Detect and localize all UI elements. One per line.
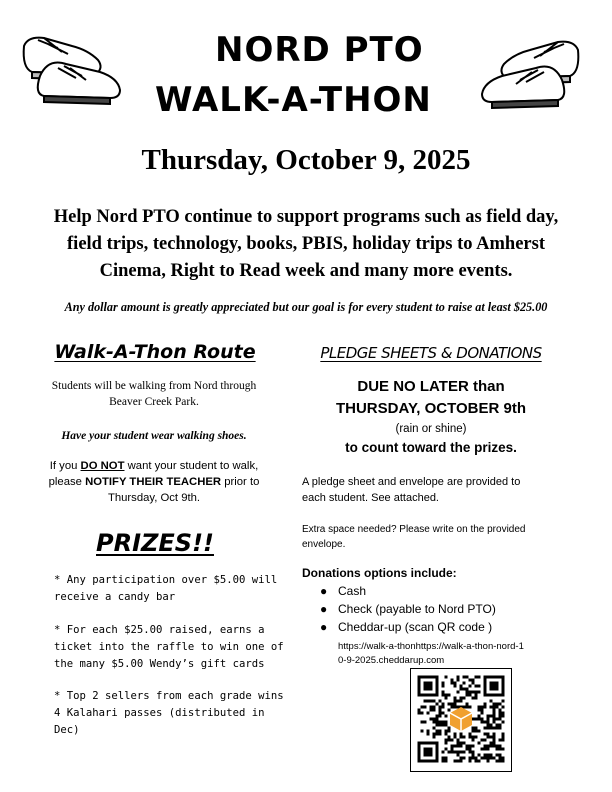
- url-line: 0-9-2025.cheddarup.com: [338, 655, 445, 666]
- shoes-note: Have your student wear walking shoes.: [61, 430, 247, 442]
- prize-line: * Any participation over $5.00 will: [54, 574, 278, 586]
- due-line-1: DUE NO LATER than: [357, 378, 505, 395]
- pledge-line: A pledge sheet and envelope are provided to: [302, 476, 521, 488]
- route-line: Beaver Creek Park.: [109, 396, 199, 408]
- pledge-heading: PLEDGE SHEETS & DONATIONS: [320, 344, 542, 362]
- intro-paragraph: [20, 204, 592, 285]
- donation-options-list: [302, 582, 572, 636]
- goal-text: Any dollar amount is greatly appreciated but our goal is for every student to raise at least $25.00: [64, 300, 548, 314]
- donation-options-heading: Donations options include:: [302, 566, 457, 580]
- notify-line: [24, 474, 284, 490]
- title-line-2: WALK-A-THON: [155, 80, 432, 120]
- event-date: Thursday, October 9, 2025: [141, 144, 471, 176]
- due-line-2: THURSDAY, OCTOBER 9th: [335, 400, 527, 417]
- prize-item-1: [54, 572, 284, 606]
- pledge-line: each student. See attached.: [302, 492, 439, 504]
- prize-line: * For each $25.00 raised, earns a: [54, 624, 265, 636]
- url-line: https://walk-a-thonhttps://walk-a-thon-nord-1: [338, 641, 524, 652]
- donation-url[interactable]: [338, 640, 578, 668]
- donation-option: [302, 582, 572, 600]
- prize-item-2: [54, 622, 284, 673]
- prize-item-3: [54, 688, 284, 739]
- notify-line: Thursday, Oct 9th.: [107, 492, 201, 504]
- notify-text: please: [48, 476, 86, 488]
- prize-line: the many $5.00 Wendy’s gift cards: [54, 658, 265, 670]
- bullet-icon: ●: [320, 602, 328, 616]
- prize-line: ticket into the raffle to win one of: [54, 641, 284, 653]
- pledge-paragraph-2: [302, 522, 572, 552]
- notify-teacher-text: [24, 458, 284, 506]
- notify-text: want your student to walk,: [124, 460, 259, 472]
- donation-option-label: Check (payable to Nord PTO): [338, 602, 496, 616]
- prize-line: * Top 2 sellers from each grade wins: [54, 690, 284, 702]
- donation-option: [302, 600, 572, 618]
- route-heading: Walk-A-Thon Route: [54, 341, 256, 363]
- notify-line: [24, 458, 284, 474]
- intro-line: field trips, technology, books, PBIS, holiday trips to Amherst: [67, 234, 545, 254]
- pledge-paragraph-1: [302, 474, 572, 506]
- prize-line: 4 Kalahari passes (distributed in Dec): [54, 707, 265, 736]
- route-line: Students will be walking from Nord through: [51, 380, 257, 392]
- due-line-4: to count toward the prizes.: [345, 440, 517, 455]
- notify-teacher-bold: NOTIFY THEIR TEACHER: [85, 476, 222, 488]
- prizes-heading: PRIZES!!: [96, 529, 214, 557]
- pledge-line: Extra space needed? Please write on the provided: [302, 524, 526, 535]
- prize-line: receive a candy bar: [54, 591, 176, 603]
- bullet-icon: ●: [320, 584, 328, 598]
- qr-code-icon[interactable]: [410, 668, 512, 772]
- pledge-line: envelope.: [302, 539, 346, 550]
- route-description: [24, 378, 284, 410]
- intro-line: Help Nord PTO continue to support programs such as field day,: [53, 207, 559, 227]
- title-line-1: NORD PTO: [215, 30, 424, 70]
- do-not-text: DO NOT: [80, 460, 125, 472]
- intro-line: Cinema, Right to Read week and many more events.: [99, 261, 513, 281]
- donation-option-label: Cheddar-up (scan QR code ): [338, 620, 493, 634]
- notify-text: If you: [49, 460, 81, 472]
- bullet-icon: ●: [320, 620, 328, 634]
- donation-option: [302, 618, 572, 636]
- left-sneakers-icon: [18, 24, 128, 110]
- right-sneakers-icon: [474, 28, 584, 114]
- due-line-3: (rain or shine): [395, 423, 467, 435]
- notify-text: prior to: [221, 476, 260, 488]
- donation-option-label: Cash: [338, 584, 367, 598]
